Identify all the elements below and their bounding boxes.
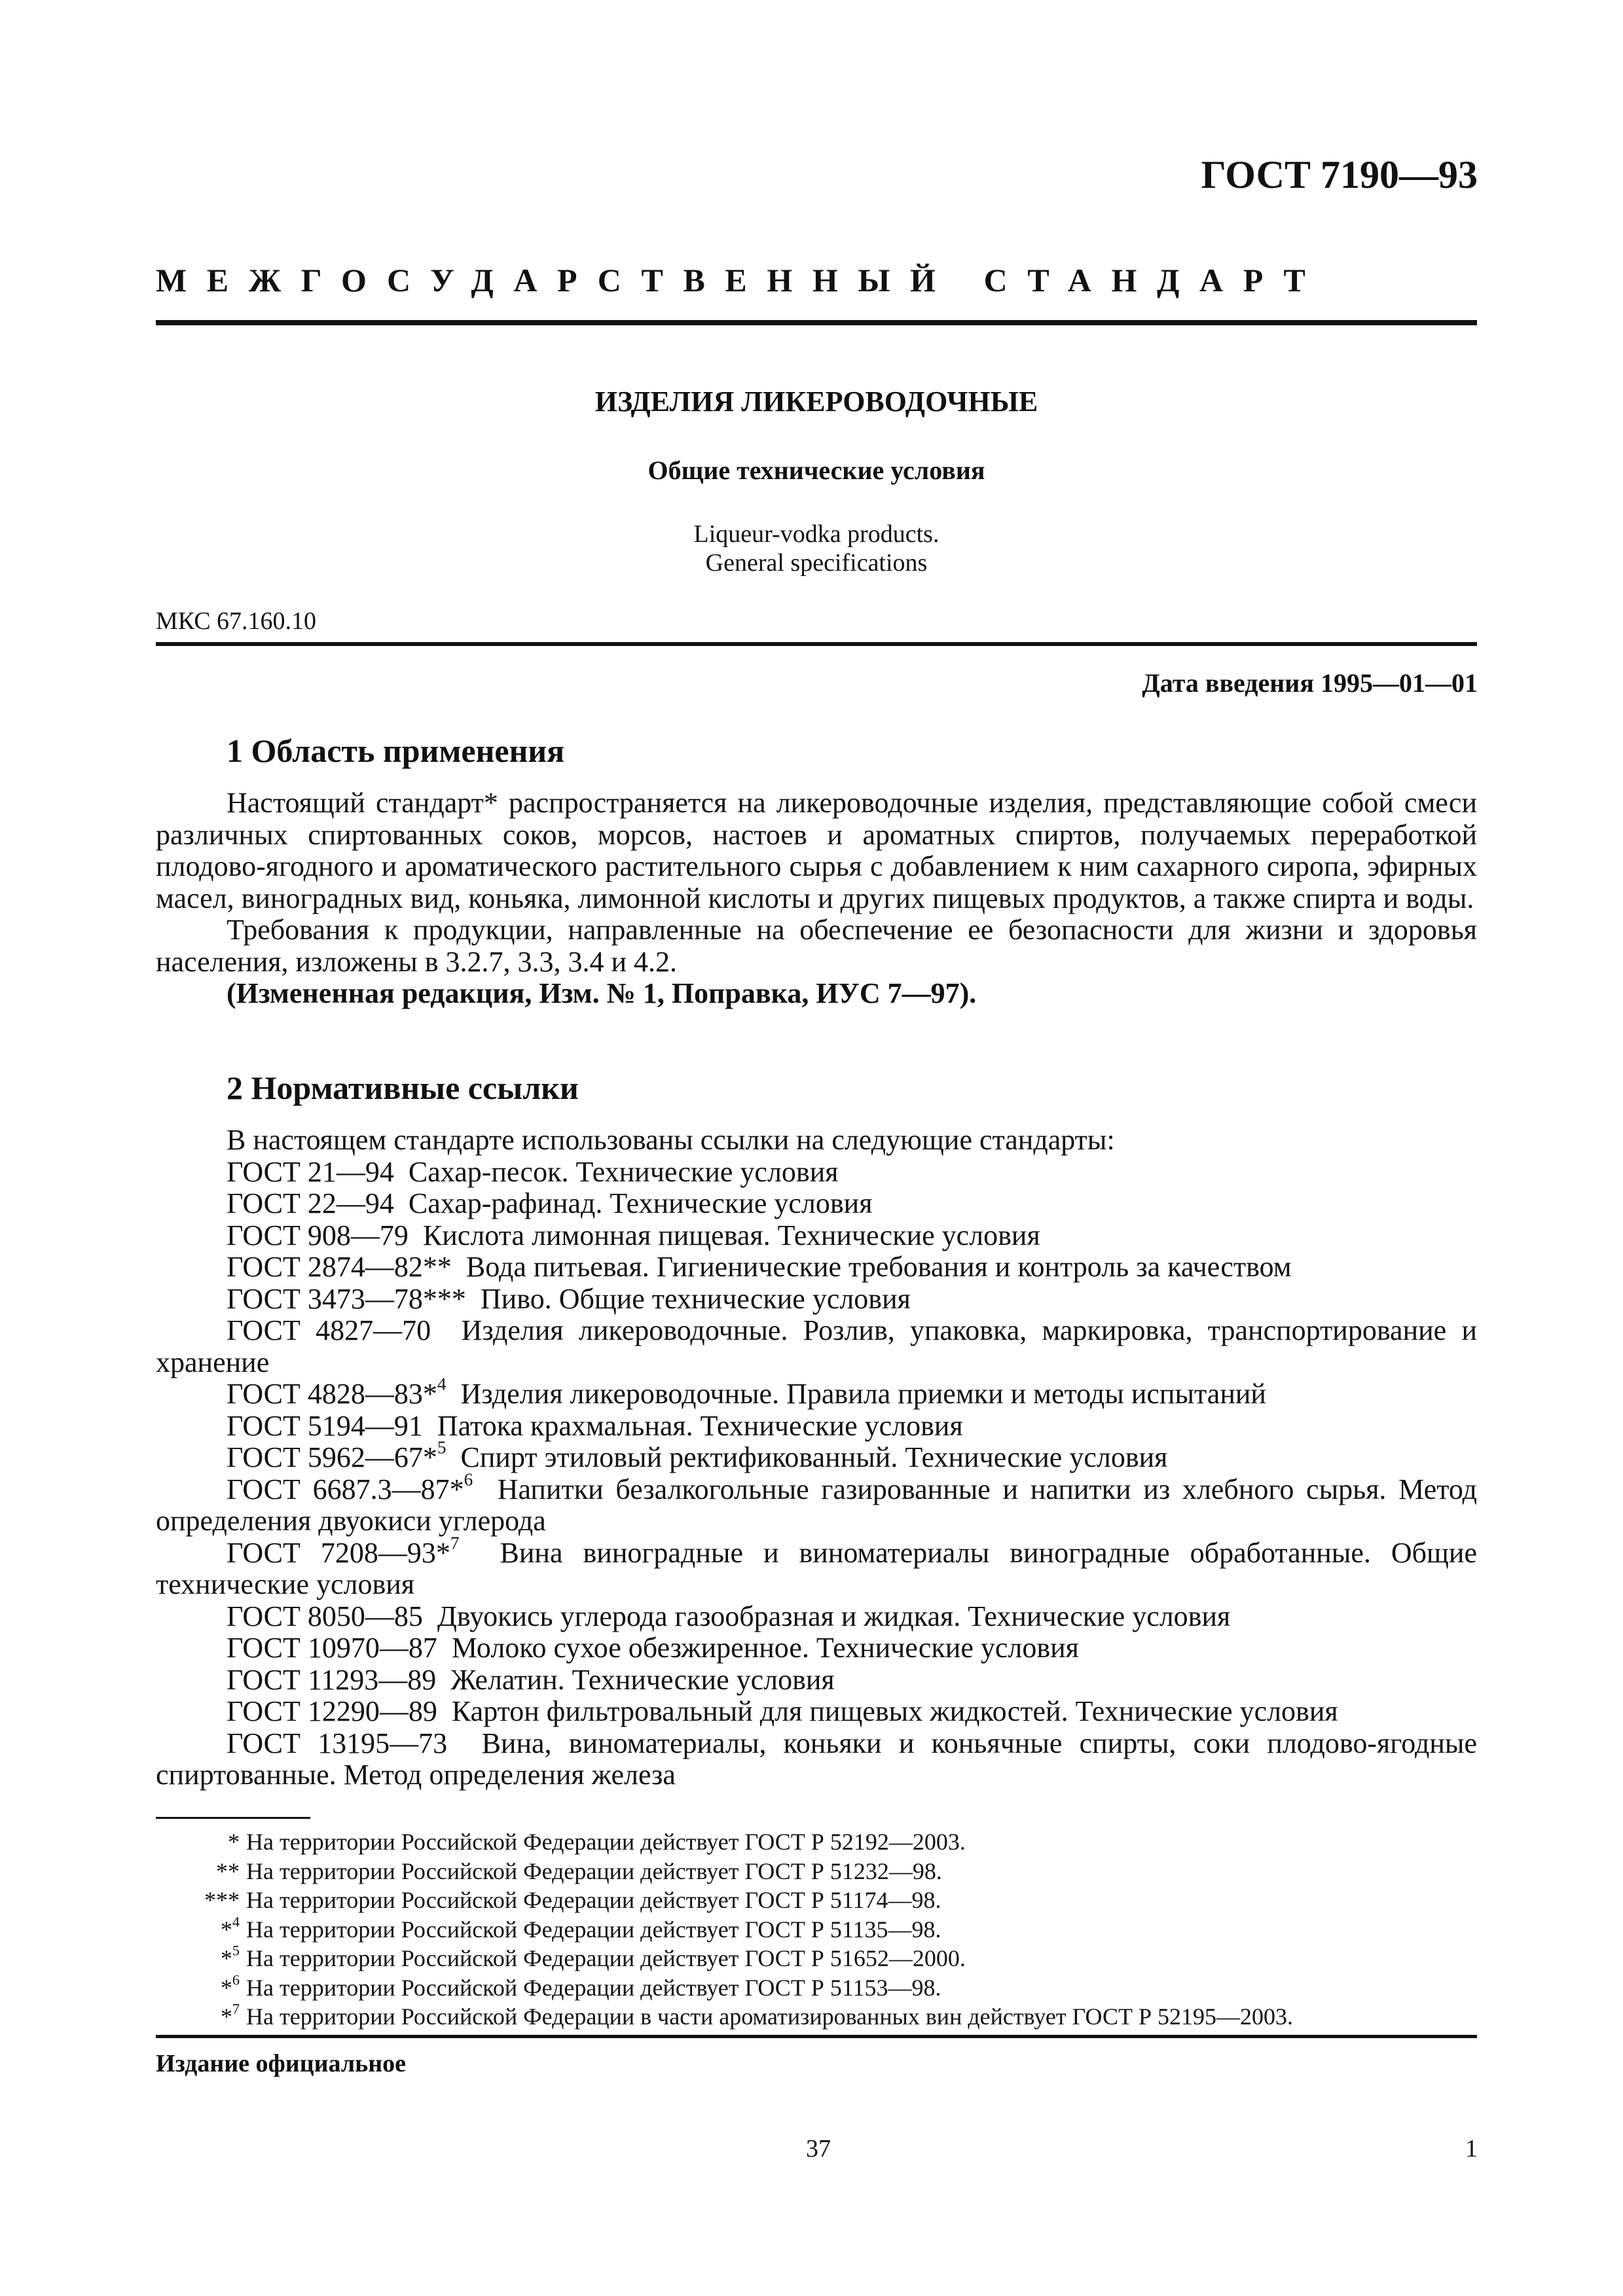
reference-footnote-mark: 6: [464, 1469, 473, 1490]
official-edition-label: Издание официальное: [156, 2050, 407, 2077]
footnote-number: 7: [232, 2000, 240, 2017]
reference-title: Желатин. Технические условия: [450, 1663, 835, 1696]
footnote-asterisks: *: [228, 1829, 240, 1855]
section1-body: [156, 787, 1477, 1010]
amendment-note: (Измененная редакция, Изм. № 1, Поправка, ИУС 7—97).: [227, 977, 977, 1009]
footnote: [155, 1857, 942, 1886]
footnote-mark: [155, 1827, 246, 1856]
reference-title: Двуокись углерода газообразная и жидкая. Технические условия: [437, 1600, 1231, 1632]
reference-code: ГОСТ 6687.3—87*: [227, 1473, 464, 1505]
reference-title: Спирт этиловый ректификованный. Технические условия: [460, 1441, 1168, 1473]
footnote-mark: [155, 1886, 246, 1914]
english-title-line2: General specifications: [705, 549, 928, 577]
header-rule: [156, 320, 1477, 325]
footnote-separator: [156, 1817, 310, 1819]
reference-title: Кислота лимонная пищевая. Технические условия: [422, 1219, 1040, 1251]
reference-title: Изделия ликероводочные. Розлив, упаковка, маркировка, транспортирование и хранение: [156, 1314, 1477, 1378]
footnote-asterisks: *: [220, 1945, 232, 1971]
reference-item: [156, 1664, 1477, 1696]
reference-title: Вина, виноматериалы, коньяки и коньячные спирты, соки плодово-ягодные спиртованные. Метод определения железа: [156, 1727, 1478, 1791]
reference-code: ГОСТ 5962—67*: [227, 1441, 437, 1473]
reference-footnote-mark: 7: [450, 1533, 460, 1553]
reference-item: [156, 1533, 1477, 1601]
reference-title: Картон фильтровальный для пищевых жидкостей. Технические условия: [451, 1695, 1338, 1727]
reference-footnote-mark: 4: [437, 1374, 447, 1394]
reference-code: ГОСТ 7208—93*: [227, 1536, 450, 1569]
footnote-number: 4: [232, 1912, 240, 1929]
section1-paragraph: Требования к продукции, направленные на обеспечение ее безопасности для жизни и здоровья населения, изложены в 3.2.7, 3.3, 3.4 и 4.2.: [156, 914, 1477, 978]
reference-code: ГОСТ 12290—89: [227, 1695, 437, 1727]
standard-type: МЕЖГОСУДАРСТВЕННЫЙ СТАНДАРТ: [156, 262, 1326, 298]
reference-item: [156, 1283, 1477, 1316]
document-title: ИЗДЕЛИЯ ЛИКЕРОВОДОЧНЫЕ: [594, 386, 1038, 418]
footnote-mark: [155, 1912, 246, 1944]
reference-title: Вина виноградные и виноматериалы виноградные обработанные. Общие технические условия: [156, 1536, 1477, 1600]
footnote-text: На территории Российской Федерации действует ГОСТ Р 51153—98.: [246, 1974, 941, 2001]
page-number: 37: [806, 2135, 831, 2162]
references-list: [156, 1124, 1477, 1791]
footer-rule: [156, 2035, 1477, 2038]
doc-number: ГОСТ 7190—93: [1201, 153, 1478, 196]
introduction-date: Дата введения 1995—01—01: [1142, 668, 1478, 698]
references-items: [156, 1157, 1477, 1791]
reference-item: [156, 1220, 1477, 1252]
reference-title: Напитки безалкогольные газированные и напитки из хлебного сырья. Метод определения двуокиси углерода: [156, 1473, 1477, 1537]
reference-item: [156, 1315, 1477, 1378]
reference-code: ГОСТ 2874—82**: [227, 1251, 452, 1283]
reference-code: ГОСТ 908—79: [227, 1219, 409, 1251]
footnote-asterisks: *: [220, 1974, 232, 2001]
footnote: [155, 1944, 966, 1973]
footnote-text: На территории Российской Федерации в части ароматизированных вин действует ГОСТ Р 52195—2003.: [246, 2003, 1293, 2030]
footnote-text: На территории Российской Федерации действует ГОСТ Р 51135—98.: [246, 1916, 941, 1943]
reference-code: ГОСТ 5194—91: [227, 1409, 423, 1442]
reference-title: Патока крахмальная. Технические условия: [437, 1409, 963, 1442]
reference-footnote-mark: 5: [437, 1437, 447, 1458]
footnote: [155, 1912, 941, 1944]
footnote-text: На территории Российской Федерации действует ГОСТ Р 51232—98.: [246, 1857, 942, 1884]
classification-code: МКС 67.160.10: [156, 607, 317, 635]
footnote-mark: [155, 1857, 246, 1886]
footnote: [155, 2002, 1293, 2031]
reference-title: Сахар-песок. Технические условия: [408, 1155, 839, 1188]
footnote-asterisks: ***: [204, 1887, 240, 1913]
footnote-asterisks: **: [216, 1857, 240, 1884]
reference-item: [156, 1251, 1477, 1283]
footnote: [155, 1973, 941, 2002]
reference-item: [156, 1188, 1477, 1220]
document-subtitle: Общие технические условия: [647, 456, 985, 485]
footnote-mark: [155, 1944, 246, 1973]
footnote-asterisks: *: [220, 2003, 232, 2030]
reference-item: [156, 1157, 1477, 1189]
footnote: [155, 1886, 941, 1914]
reference-code: ГОСТ 8050—85: [227, 1600, 423, 1632]
sheet-number: 1: [1465, 2135, 1478, 2162]
english-title-line1: Liqueur-vodka products.: [693, 520, 939, 548]
reference-title: Пиво. Общие технические условия: [480, 1282, 911, 1315]
reference-code: ГОСТ 22—94: [227, 1187, 394, 1219]
reference-title: Молоко сухое обезжиренное. Технические условия: [451, 1632, 1079, 1664]
reference-item: [156, 1469, 1477, 1537]
reference-code: ГОСТ 3473—78***: [227, 1282, 466, 1315]
footnote-text: На территории Российской Федерации действует ГОСТ Р 51652—2000.: [246, 1945, 966, 1971]
references-intro: В настоящем стандарте использованы ссылки на следующие стандарты:: [227, 1124, 1115, 1156]
reference-item: [156, 1374, 1477, 1410]
reference-code: ГОСТ 13195—73: [227, 1727, 448, 1759]
reference-code: ГОСТ 4828—83*: [227, 1378, 437, 1410]
reference-item: [156, 1696, 1477, 1728]
footnote-text: На территории Российской Федерации действует ГОСТ Р 51174—98.: [246, 1887, 941, 1913]
footnote-mark: [155, 2002, 246, 2031]
reference-item: [156, 1410, 1477, 1443]
reference-code: ГОСТ 21—94: [227, 1155, 394, 1188]
footnote-number: 5: [232, 1942, 240, 1959]
reference-code: ГОСТ 4827—70: [227, 1314, 431, 1346]
reference-title: Сахар-рафинад. Технические условия: [408, 1187, 873, 1219]
reference-item: [156, 1728, 1477, 1791]
reference-title: Изделия ликероводочные. Правила приемки и методы испытаний: [460, 1378, 1266, 1410]
reference-code: ГОСТ 11293—89: [227, 1663, 437, 1696]
reference-item: [156, 1601, 1477, 1633]
footnote: [155, 1827, 966, 1856]
reference-code: ГОСТ 10970—87: [227, 1632, 437, 1664]
reference-item: [156, 1632, 1477, 1664]
reference-title: Вода питьевая. Гигиенические требования и контроль за качеством: [465, 1251, 1292, 1283]
section1-heading: 1 Область применения: [227, 732, 565, 769]
footnote-asterisks: *: [220, 1916, 232, 1943]
footnote-mark: [155, 1973, 246, 2002]
section1-paragraph: Настоящий стандарт* распространяется на ликероводочные изделия, представляющие собой смеси различных спиртованных соков, морсов, настоев и ароматных спиртов, получаемых переработкой плодово-ягодного и ароматического растительного сырья с добавлением к ним сахарного сиропа, эфирных масел, виноградных вид, коньяка, лимонной кислоты и других пищевых продуктов, а также спирта и воды.: [156, 787, 1477, 914]
footnote-number: 6: [232, 1971, 240, 1988]
footnote-text: На территории Российской Федерации действует ГОСТ Р 52192—2003.: [246, 1829, 966, 1855]
section2-heading: 2 Нормативные ссылки: [227, 1069, 579, 1106]
reference-item: [156, 1437, 1477, 1474]
classification-rule: [156, 642, 1477, 646]
